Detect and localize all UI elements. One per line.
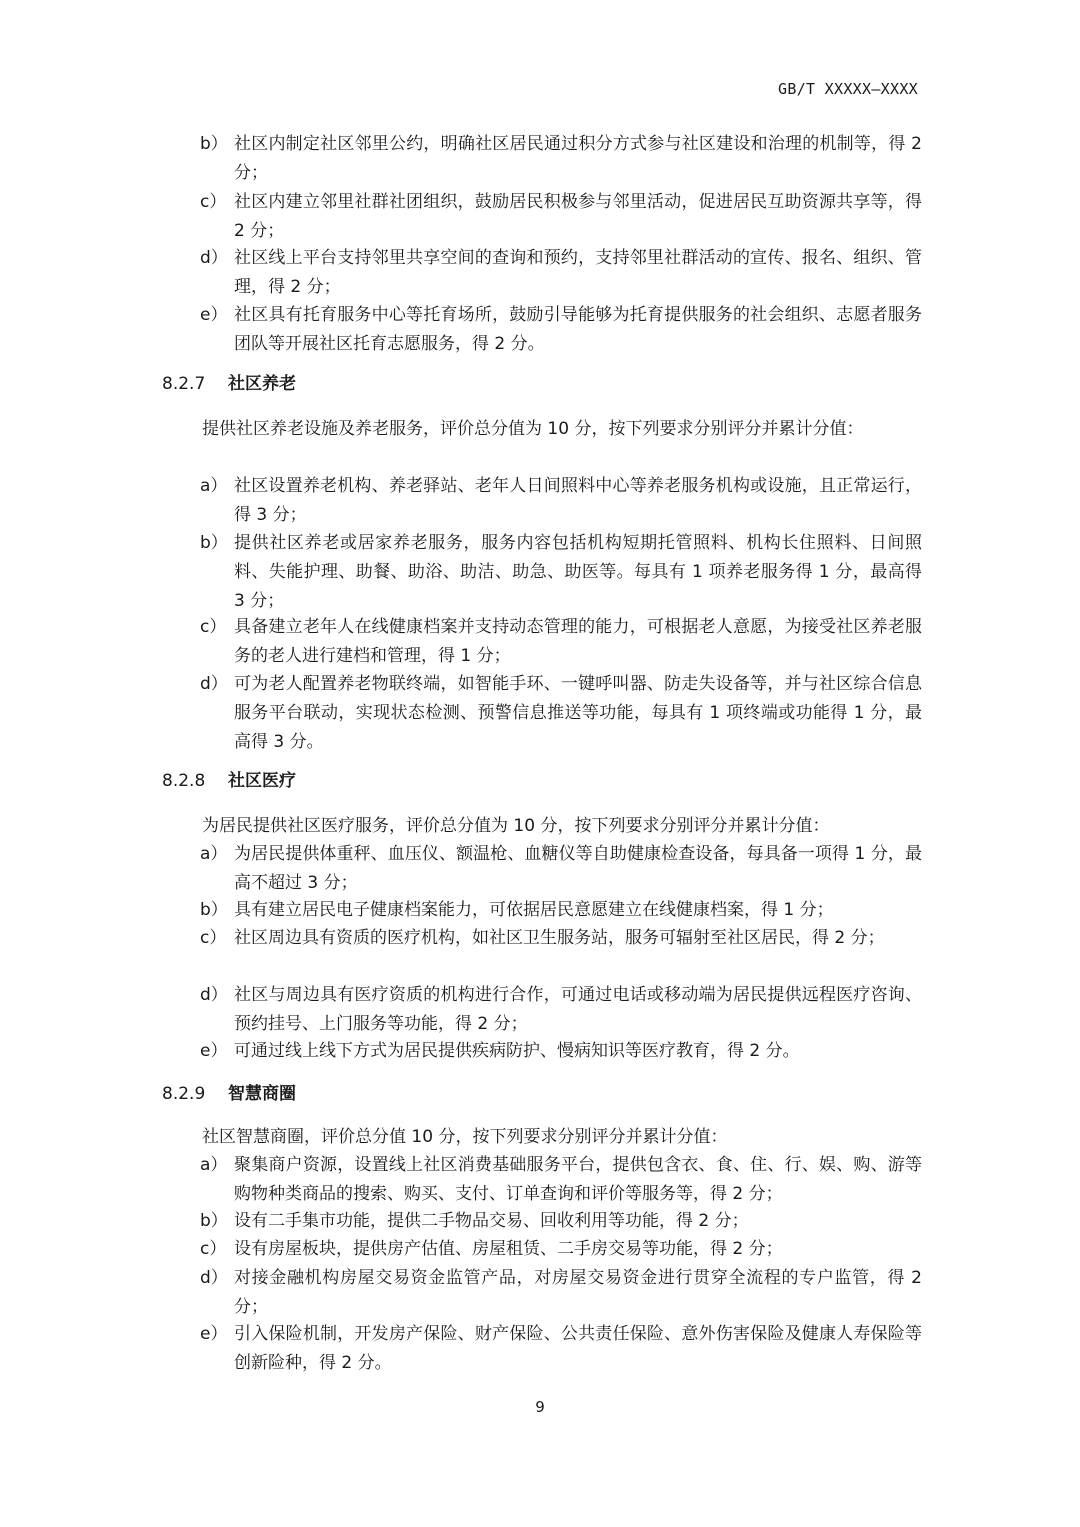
item-text: 提供社区养老或居家养老服务，服务内容包括机构短期托管照料、机构长住照料、日间照料、失能护理、助餐、助浴、助洁、助急、助医等。每具有 1 项养老服务得 1 分，最高得 3 分； xyxy=(234,533,922,611)
section-intro: 社区智慧商圈，评价总分值 10 分，按下列要求分别评分并累计分值： xyxy=(202,1127,728,1147)
item-marker: d） xyxy=(200,674,228,694)
item-text: 具备建立老年人在线健康档案并支持动态管理的能力，可根据老人意愿，为接受社区养老服务的老人进行建档和管理，得 1 分； xyxy=(234,617,922,666)
list-item xyxy=(200,1151,922,1209)
item-text: 设有二手集市功能，提供二手物品交易、回收利用等功能，得 2 分； xyxy=(234,1211,749,1231)
item-marker: a） xyxy=(200,476,228,496)
item-text: 社区具有托育服务中心等托育场所，鼓励引导能够为托育提供服务的社会组织、志愿者服务团队等开展社区托育志愿服务，得 2 分。 xyxy=(234,305,922,354)
list-item xyxy=(200,613,922,671)
list-item xyxy=(200,1037,922,1066)
item-text: 社区内建立邻里社群社团组织，鼓励居民积极参与邻里活动，促进居民互助资源共享等，得 2 分； xyxy=(234,192,922,241)
item-text: 可通过线上线下方式为居民提供疾病防护、慢病知识等医疗教育，得 2 分。 xyxy=(234,1041,800,1061)
item-marker: e） xyxy=(200,1041,228,1061)
list-item xyxy=(200,981,922,1039)
list-item xyxy=(200,529,922,616)
item-text: 可为老人配置养老物联终端，如智能手环、一键呼叫器、防走失设备等，并与社区综合信息服务平台联动，实现状态检测、预警信息推送等功能，每具有 1 项终端或功能得 1 分，最高得 3 分。 xyxy=(234,674,922,752)
section-title: 社区养老 xyxy=(228,374,296,394)
item-marker: c） xyxy=(200,1239,227,1259)
list-item xyxy=(200,244,922,302)
item-marker: e） xyxy=(200,305,228,325)
item-text: 设有房屋板块，提供房产估值、房屋租赁、二手房交易等功能，得 2 分； xyxy=(234,1239,783,1259)
item-marker: b） xyxy=(200,1211,228,1231)
list-item xyxy=(200,896,922,925)
list-item xyxy=(200,130,922,188)
item-marker: d） xyxy=(200,248,228,268)
list-item xyxy=(200,1235,922,1264)
list-item xyxy=(200,1264,922,1322)
section-heading xyxy=(162,1080,296,1109)
list-item xyxy=(200,188,922,246)
list-item xyxy=(200,472,922,530)
list-item xyxy=(200,924,922,953)
item-marker: a） xyxy=(200,844,228,864)
section-title: 智慧商圈 xyxy=(228,1084,296,1104)
standard-code: GB/T XXXXX—XXXX xyxy=(778,80,918,98)
item-marker: c） xyxy=(200,192,227,212)
item-text: 具有建立居民电子健康档案能力，可依据居民意愿建立在线健康档案，得 1 分； xyxy=(234,900,834,920)
item-marker: c） xyxy=(200,617,227,637)
item-text: 社区内制定社区邻里公约，明确社区居民通过积分方式参与社区建设和治理的机制等，得 2 分； xyxy=(234,134,922,183)
item-text: 社区线上平台支持邻里共享空间的查询和预约，支持邻里社群活动的宣传、报名、组织、管理，得 2 分； xyxy=(234,248,922,297)
section-heading xyxy=(162,370,296,399)
section-number: 8.2.8 xyxy=(162,771,206,791)
section-intro: 提供社区养老设施及养老服务，评价总分值为 10 分，按下列要求分别评分并累计分值： xyxy=(202,419,864,439)
item-marker: a） xyxy=(200,1155,228,1175)
item-marker: d） xyxy=(200,985,228,1005)
item-text: 社区周边具有资质的医疗机构，如社区卫生服务站，服务可辐射至社区居民，得 2 分； xyxy=(234,928,885,948)
section-number: 8.2.7 xyxy=(162,374,206,394)
list-item xyxy=(200,1207,922,1236)
item-marker: b） xyxy=(200,134,228,154)
section-intro: 为居民提供社区医疗服务，评价总分值为 10 分，按下列要求分别评分并累计分值： xyxy=(202,816,830,836)
list-item xyxy=(200,840,922,898)
item-text: 聚集商户资源，设置线上社区消费基础服务平台，提供包含衣、食、住、行、娱、购、游等购物种类商品的搜索、购买、支付、订单查询和评价等服务等，得 2 分； xyxy=(234,1155,922,1204)
item-marker: b） xyxy=(200,533,228,553)
section-number: 8.2.9 xyxy=(162,1084,206,1104)
item-text: 社区设置养老机构、养老驿站、老年人日间照料中心等养老服务机构或设施，且正常运行，得 3 分； xyxy=(234,476,922,525)
item-text: 对接金融机构房屋交易资金监管产品，对房屋交易资金进行贯穿全流程的专户监管，得 2 分； xyxy=(234,1268,922,1317)
page-number: 9 xyxy=(535,1398,545,1416)
list-item xyxy=(200,301,922,359)
item-text: 引入保险机制，开发房产保险、财产保险、公共责任保险、意外伤害保险及健康人寿保险等创新险种，得 2 分。 xyxy=(234,1324,922,1373)
item-text: 社区与周边具有医疗资质的机构进行合作，可通过电话或移动端为居民提供远程医疗咨询、预约挂号、上门服务等功能，得 2 分； xyxy=(234,985,922,1034)
item-marker: c） xyxy=(200,928,227,948)
item-marker: e） xyxy=(200,1324,228,1344)
item-marker: d） xyxy=(200,1268,228,1288)
item-text: 为居民提供体重秤、血压仪、额温枪、血糖仪等自助健康检查设备，每具备一项得 1 分，最高不超过 3 分； xyxy=(234,844,922,893)
item-marker: b） xyxy=(200,900,228,920)
section-title: 社区医疗 xyxy=(228,771,296,791)
section-heading xyxy=(162,767,296,796)
list-item xyxy=(200,670,922,757)
list-item xyxy=(200,1320,922,1378)
